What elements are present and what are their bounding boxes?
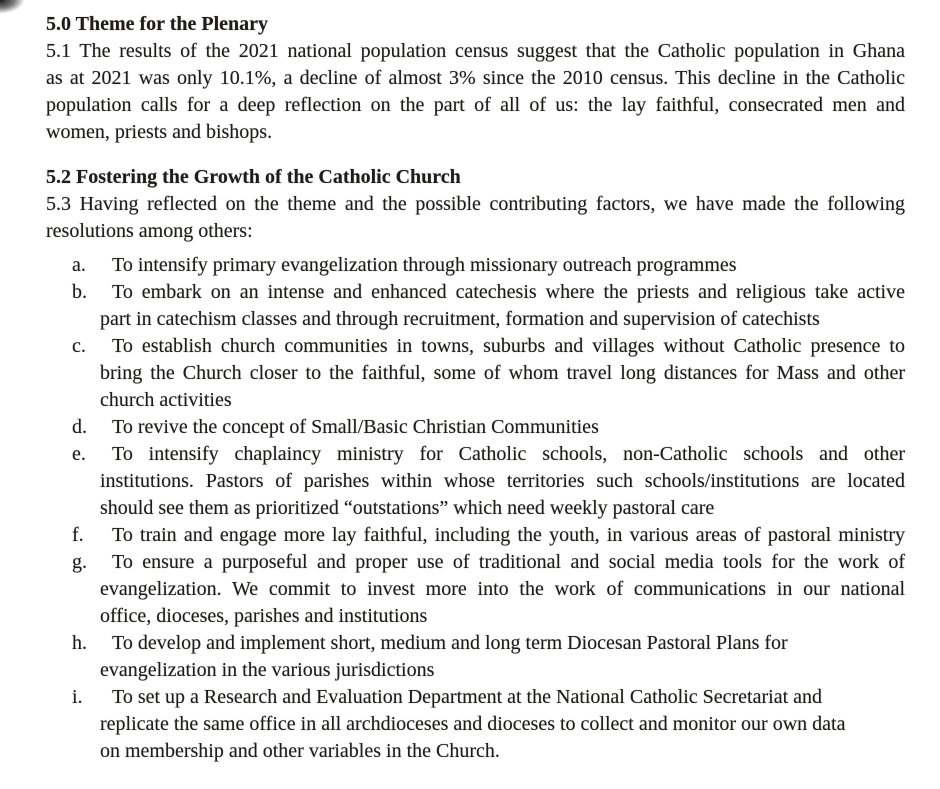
item-label: g.	[72, 551, 87, 573]
text-line: To intensify chaplaincy ministry for Catholic schools, non-Catholic schools and other	[112, 443, 905, 465]
resolution-item-i	[46, 684, 905, 765]
text-line: resolutions among others:	[46, 220, 253, 242]
item-label: h.	[72, 632, 87, 654]
paragraph-5-3	[46, 191, 905, 245]
item-text	[100, 414, 905, 441]
text-line: 5.3 Having reflected on the theme and the possible contributing factors, we have made the following	[46, 193, 905, 215]
text-line: replicate the same office in all archdioceses and dioceses to collect and monitor our own data	[100, 713, 846, 735]
text-line: To train and engage more lay faithful, including the youth, in various areas of pastoral ministry	[112, 524, 905, 546]
section-theme-for-plenary	[46, 11, 905, 146]
item-text	[100, 441, 905, 522]
item-label: b.	[72, 281, 87, 303]
item-label: i.	[72, 686, 83, 708]
text-line: church activities	[100, 389, 232, 411]
item-text	[100, 630, 905, 684]
text-line: institutions. Pastors of parishes within whose territories such schools/institutions are located	[100, 470, 905, 492]
text-line: bring the Church closer to the faithful, some of whom travel long distances for Mass and other	[100, 362, 905, 384]
text-line: should see them as prioritized “outstations” which need weekly pastoral care	[100, 497, 715, 519]
resolution-item-f	[46, 522, 905, 549]
item-text	[100, 252, 905, 279]
scan-artifact	[0, 0, 34, 20]
text-line: on membership and other variables in the Church.	[100, 740, 500, 762]
text-line: To revive the concept of Small/Basic Christian Communities	[112, 416, 599, 438]
item-label: c.	[72, 335, 86, 357]
resolution-item-b	[46, 279, 905, 333]
resolution-item-g	[46, 549, 905, 630]
item-text	[100, 279, 905, 333]
text-line: office, dioceses, parishes and institutions	[100, 605, 428, 627]
text-line: To develop and implement short, medium and long term Diocesan Pastoral Plans for	[112, 632, 788, 654]
paragraph-5-1	[46, 38, 905, 146]
text-line: To intensify primary evangelization through missionary outreach programmes	[112, 254, 737, 276]
text-line: women, priests and bishops.	[46, 121, 273, 143]
text-line: population calls for a deep reflection on the part of all of us: the lay faithful, consecrated men and	[46, 94, 905, 116]
text-line: part in catechism classes and through recruitment, formation and supervision of catechists	[100, 308, 820, 330]
text-line: as at 2021 was only 10.1%, a decline of almost 3% since the 2010 census. This decline in the Catholic	[46, 67, 905, 89]
text-line: evangelization. We commit to invest more into the work of communications in our national	[100, 578, 905, 600]
resolution-item-a	[46, 252, 905, 279]
resolution-item-h	[46, 630, 905, 684]
resolution-item-c	[46, 333, 905, 414]
item-text	[100, 522, 905, 549]
item-text	[100, 333, 905, 414]
item-text	[100, 549, 905, 630]
item-label: f.	[72, 524, 84, 546]
text-line: 5.1 The results of the 2021 national population census suggest that the Catholic population in Ghana	[46, 40, 905, 62]
item-label: e.	[72, 443, 86, 465]
resolution-item-d	[46, 414, 905, 441]
section-5-2-heading: 5.2 Fostering the Growth of the Catholic Church	[46, 166, 461, 188]
text-line: To establish church communities in towns, suburbs and villages without Catholic presence to	[112, 335, 905, 357]
text-line: To ensure a purposeful and proper use of traditional and social media tools for the work of	[112, 551, 905, 573]
item-label: d.	[72, 416, 87, 438]
text-line: evangelization in the various jurisdictions	[100, 659, 435, 681]
text-line: To embark on an intense and enhanced catechesis where the priests and religious take active	[112, 281, 905, 303]
section-5-0-heading: 5.0 Theme for the Plenary	[46, 13, 269, 35]
item-label: a.	[72, 254, 86, 276]
item-text	[100, 684, 905, 765]
text-line: To set up a Research and Evaluation Department at the National Catholic Secretariat and	[112, 686, 822, 708]
resolutions-list	[46, 252, 905, 765]
section-fostering-growth	[46, 164, 905, 765]
resolution-item-e	[46, 441, 905, 522]
